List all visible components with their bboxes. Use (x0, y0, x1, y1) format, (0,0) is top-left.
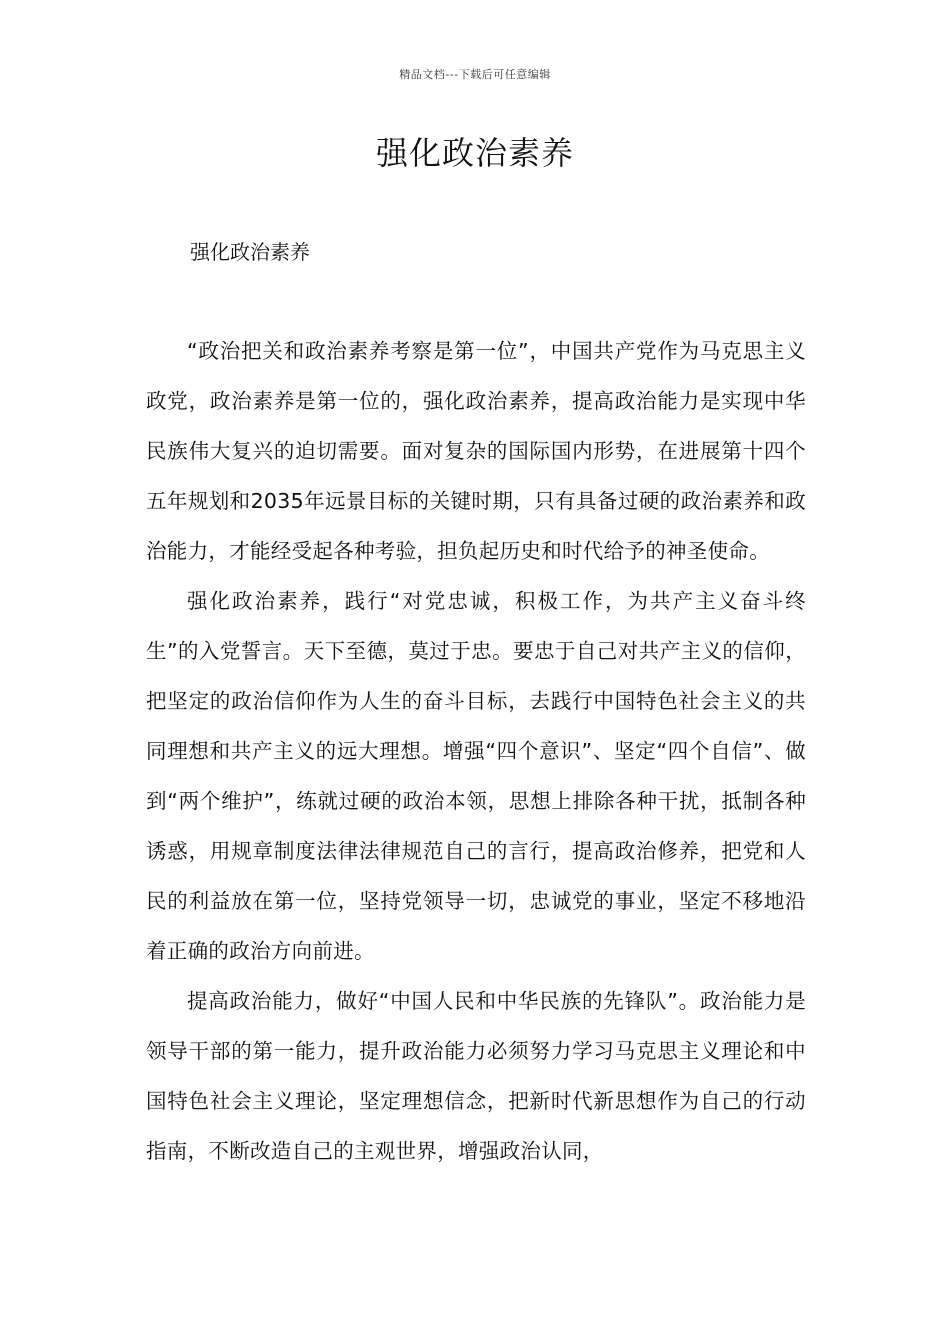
document-subtitle: 强化政治素养 (190, 240, 310, 264)
document-body (146, 326, 806, 1176)
paragraph-2: 强化政治素养，践行“对党忠诚，积极工作，为共产主义奋斗终生”的入党誓言。天下至德，莫过于忠。要忠于自己对共产主义的信仰，把坚定的政治信仰作为人生的奋斗目标，去践行中国特色社会主义的共同理想和共产主义的远大理想。增强“四个意识”、坚定“四个自信”、做到“两个维护”，练就过硬的政治本领，思想上排除各种干扰，抵制各种诱惑，用规章制度法律法律规范自己的言行，提高政治修养，把党和人民的利益放在第一位，坚持党领导一切，忠诚党的事业，坚定不移地沿着正确的政治方向前进。 (146, 589, 806, 963)
paragraph-1: “政治把关和政治素养考察是第一位”，中国共产党作为马克思主义政党，政治素养是第一位的，强化政治素养，提高政治能力是实现中华民族伟大复兴的迫切需要。面对复杂的国际国内形势，在进展第十四个五年规划和2035年远景目标的关键时期，只有具备过硬的政治素养和政治能力，才能经受起各种考验，担负起历史和时代给予的神圣使命。 (146, 339, 806, 563)
page-header: 精品文档---下载后可任意编辑 (399, 68, 551, 81)
paragraph-3: 提高政治能力，做好“中国人民和中华民族的先锋队”。政治能力是领导干部的第一能力，提升政治能力必须努力学习马克思主义理论和中国特色社会主义理论，坚定理想信念，把新时代新思想作为自己的行动指南，不断改造自己的主观世界，增强政治认同， (146, 989, 806, 1163)
document-title: 强化政治素养 (375, 134, 574, 172)
